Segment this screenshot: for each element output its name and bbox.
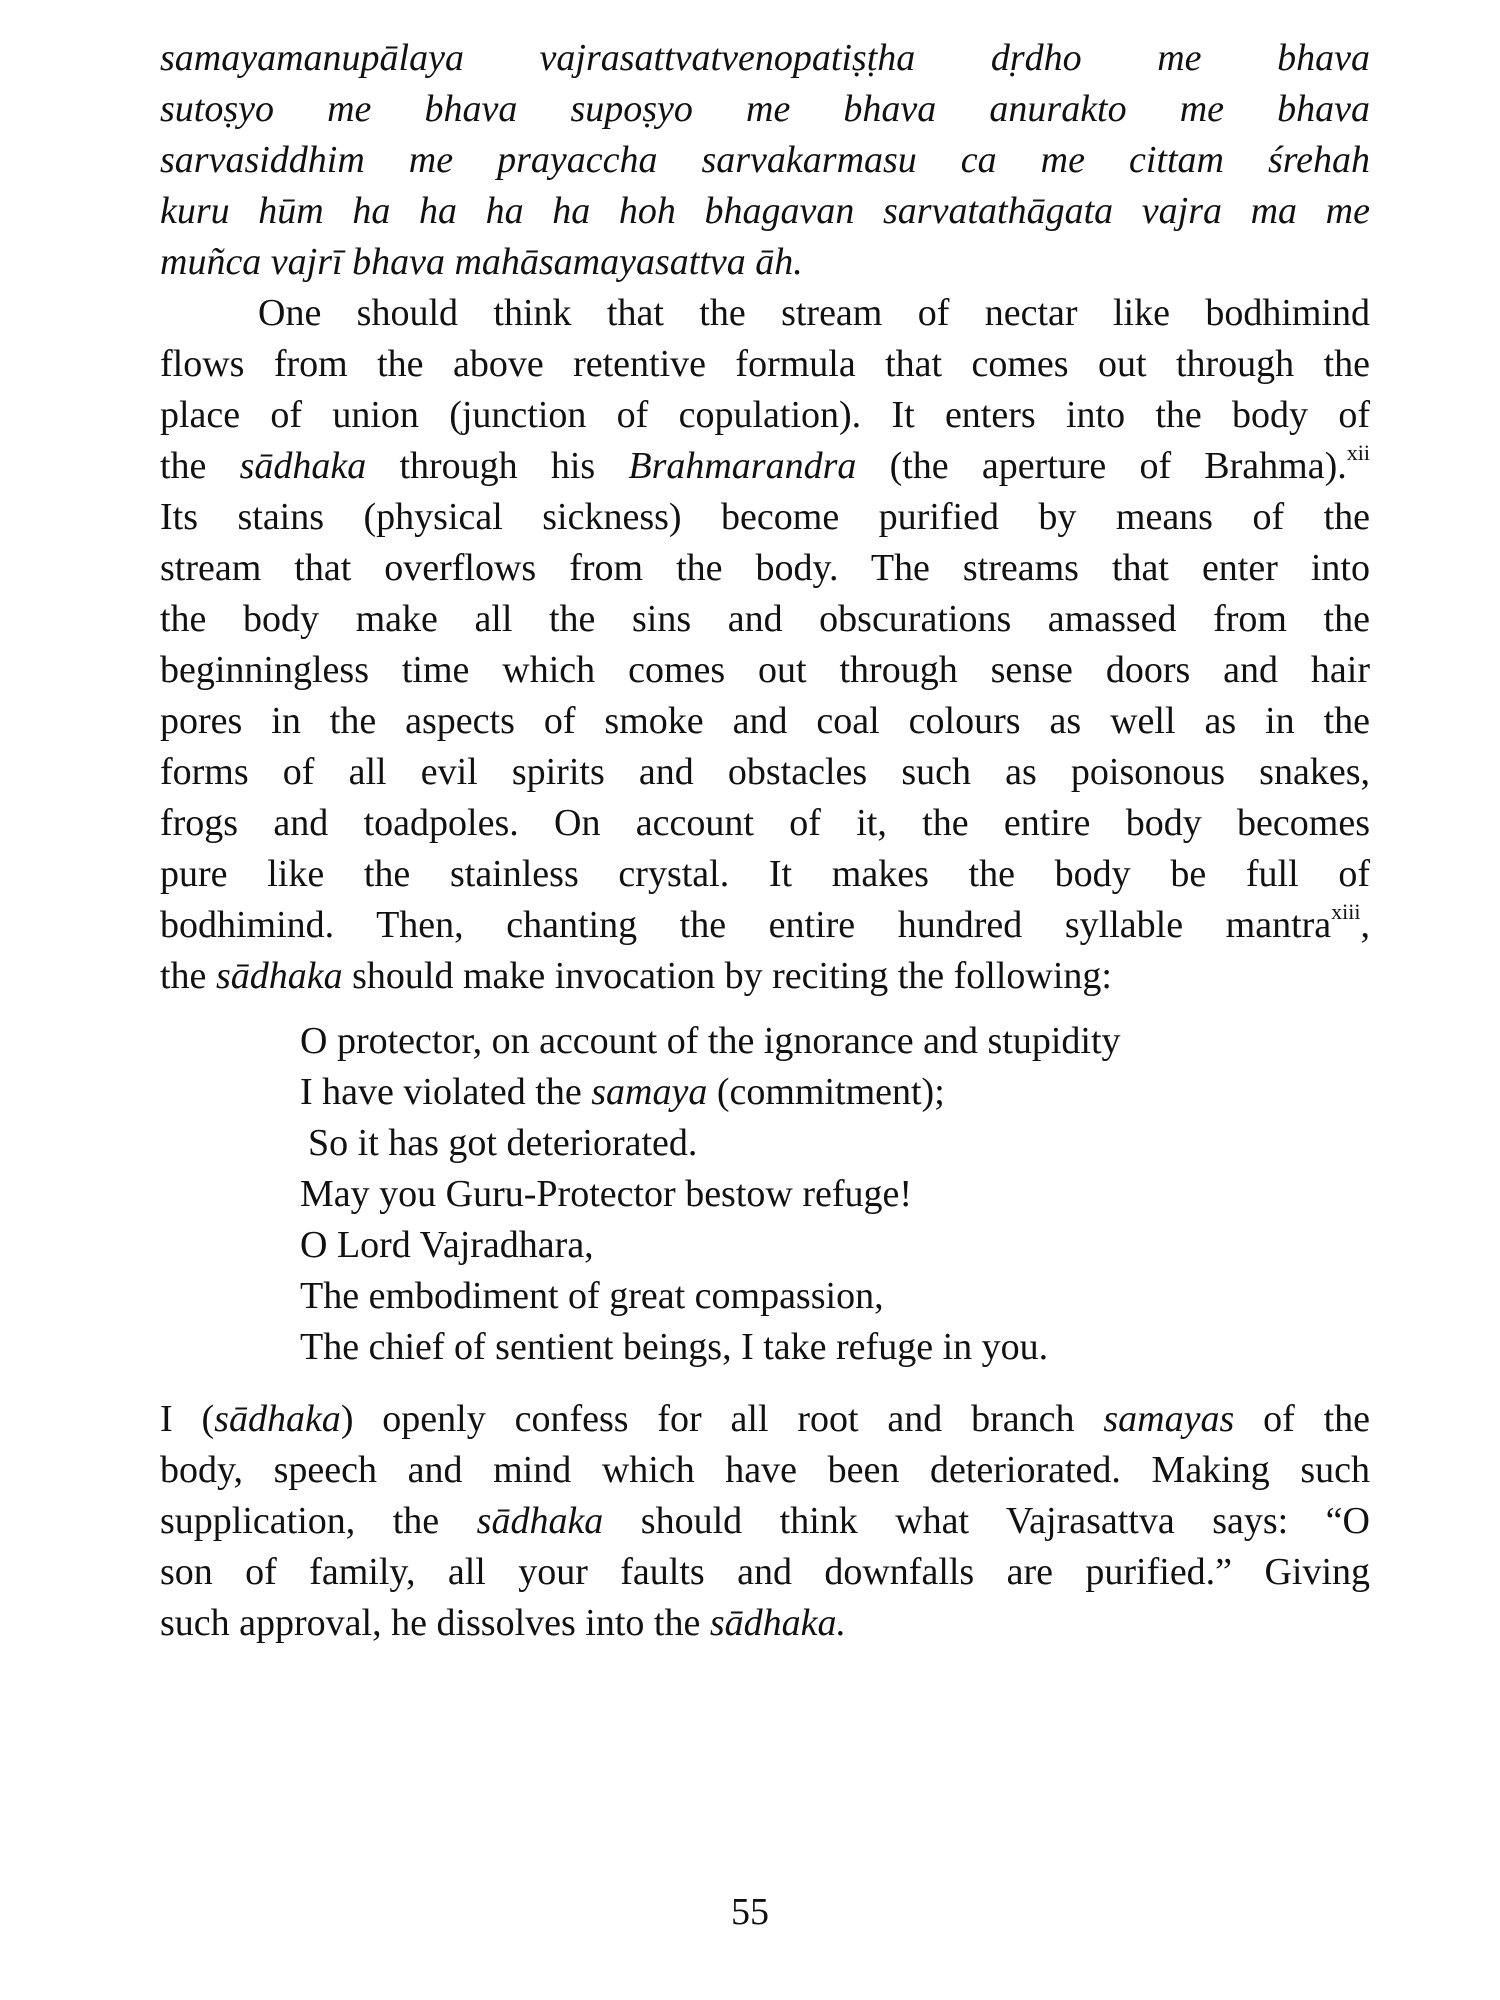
- verse-line: O protector, on account of the ignorance and stupidity: [300, 1020, 1121, 1062]
- mantra-line: sarvasiddhim me prayaccha sarvakarmasu ca me cittam śrehah: [160, 139, 1370, 181]
- verse-block: [300, 1016, 1300, 1373]
- verse-line: The chief of sentient beings, I take refuge in you.: [300, 1326, 1049, 1368]
- paragraph-line: such approval, he dissolves into the sādhaka.: [160, 1602, 847, 1644]
- paragraph-line: place of union (junction of copulation). It enters into the body of: [160, 394, 1370, 436]
- paragraph-line: the body make all the sins and obscurations amassed from the: [160, 598, 1370, 640]
- verse-line: I have violated the samaya (commitment);: [300, 1071, 945, 1113]
- italic-term: sādhaka: [476, 1500, 604, 1542]
- paragraph-line: Its stains (physical sickness) become purified by means of the: [160, 496, 1370, 538]
- italic-term: sādhaka: [214, 1398, 341, 1440]
- paragraph-line: pure like the stainless crystal. It makes the body be full of: [160, 853, 1370, 895]
- verse-line: O Lord Vajradhara,: [300, 1224, 594, 1266]
- paragraph-line: supplication, the sādhaka should think what Vajrasattva says: “O: [160, 1500, 1370, 1542]
- paragraph-line: the sādhaka through his Brahmarandra (the aperture of Brahma).$^{xii}$: [160, 440, 1370, 487]
- paragraph-line: beginningless time which comes out through sense doors and hair: [160, 649, 1370, 691]
- italic-term: Brahmarandra: [628, 445, 857, 487]
- italic-term: sādhaka: [215, 955, 343, 997]
- verse-line: So it has got deteriorated.: [308, 1122, 698, 1164]
- endnote-marker: xii: [1346, 440, 1370, 466]
- verse-line: May you Guru-Protector bestow refuge!: [300, 1173, 913, 1215]
- paragraph-line: stream that overflows from the body. The streams that enter into: [160, 547, 1370, 589]
- paragraph-line: body, speech and mind which have been deteriorated. Making such: [160, 1449, 1370, 1491]
- paragraph-line: frogs and toadpoles. On account of it, the entire body becomes: [160, 802, 1370, 844]
- mantra-line: kuru hūm ha ha ha ha hoh bhagavan sarvatathāgata vajra ma me: [160, 190, 1370, 232]
- paragraph-line: flows from the above retentive formula that comes out through the: [160, 343, 1370, 385]
- paragraph-line: the sādhaka should make invocation by reciting the following:: [160, 955, 1112, 997]
- mantra-line: muñca vajrī bhava mahāsamayasattva āh.: [160, 241, 803, 283]
- italic-term: samayas: [1103, 1398, 1235, 1440]
- italic-term: samaya: [591, 1071, 708, 1113]
- italic-term: sādhaka.: [709, 1602, 847, 1644]
- paragraph-line: pores in the aspects of smoke and coal colours as well as in the: [160, 700, 1370, 742]
- mantra-line: sutoṣyo me bhava supoṣyo me bhava anurakto me bhava: [160, 88, 1370, 130]
- verse-line: The embodiment of great compassion,: [300, 1275, 884, 1317]
- endnote-marker: xiii: [1331, 899, 1361, 925]
- page-number: 55: [731, 1891, 769, 1933]
- mantra-line: samayamanupālaya vajrasattvatvenopatiṣṭha dṛdho me bhava: [160, 37, 1370, 79]
- paragraph-2: [160, 1394, 1370, 1649]
- paragraph-line: son of family, all your faults and downfalls are purified.” Giving: [160, 1551, 1370, 1593]
- mantra-block: [160, 33, 1370, 288]
- paragraph-1: [160, 288, 1370, 1002]
- italic-term: sādhaka: [239, 445, 367, 487]
- paragraph-line: One should think that the stream of nectar like bodhimind: [258, 292, 1370, 334]
- paragraph-line: bodhimind. Then, chanting the entire hundred syllable mantra$^{xiii}$,: [160, 899, 1370, 946]
- paragraph-line: I (sādhaka) openly confess for all root and branch samayas of the: [160, 1398, 1371, 1440]
- paragraph-line: forms of all evil spirits and obstacles such as poisonous snakes,: [160, 751, 1370, 793]
